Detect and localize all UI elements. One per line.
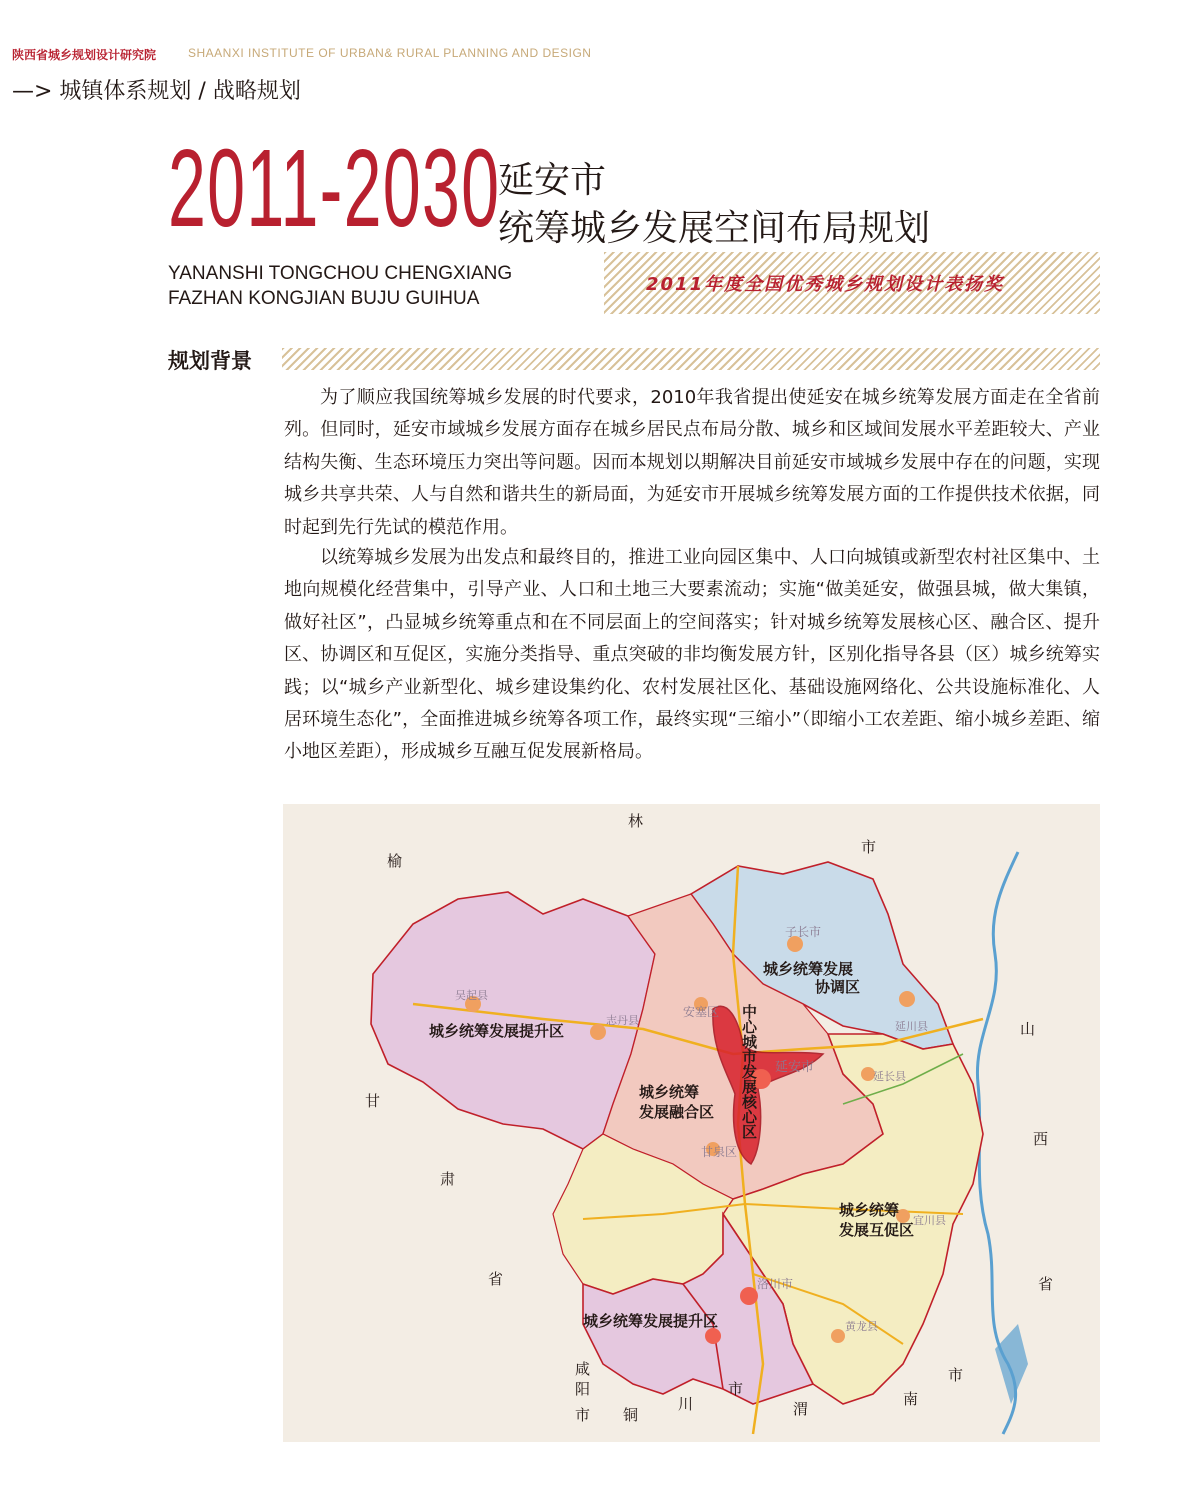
section-breadcrumb: —> 城镇体系规划 / 战略规划: [12, 79, 301, 104]
town-dot-zhidan: [590, 1024, 606, 1040]
town-label-yanchuan: 延川县: [895, 1020, 928, 1033]
region-tongchuan-2: 川: [678, 1395, 694, 1413]
heading-stripe: [282, 348, 1100, 370]
title-line-1: 延安市: [498, 160, 607, 201]
river-mouth: [995, 1324, 1028, 1404]
title-line-2: 统筹城乡发展空间布局规划: [498, 208, 931, 249]
town-dot-south: [705, 1328, 721, 1344]
town-label-yanchang: 延长县: [873, 1070, 906, 1083]
section-heading: 规划背景: [168, 349, 252, 373]
town-label-ganquan: 甘泉区: [701, 1145, 738, 1159]
region-shanxi-3: 省: [1038, 1275, 1054, 1293]
town-label-yanan: 延安市: [775, 1060, 815, 1075]
region-xianyang-3: 市: [575, 1406, 591, 1424]
region-gansu-2: 肃: [440, 1170, 456, 1188]
region-xianyang-2: 阳: [575, 1380, 591, 1398]
region-yulin-3: 市: [861, 838, 877, 856]
zone-label-core: 中心城市发展核心区: [740, 1004, 758, 1139]
pinyin-line-2: FAZHAN KONGJIAN BUJU GUIHUA: [168, 288, 480, 309]
zone-label-coordinate-1: 城乡统筹发展: [763, 960, 854, 978]
region-gansu-1: 甘: [365, 1092, 381, 1110]
institute-name-cn: 陕西省城乡规划设计研究院: [12, 48, 157, 62]
town-dot-huanglong: [831, 1329, 845, 1343]
region-shanxi-2: 西: [1033, 1130, 1049, 1148]
town-label-wuqi: 吴起县: [455, 989, 488, 1002]
paragraph-2: 以统筹城乡发展为出发点和最终目的，推进工业向园区集中、人口向城镇或新型农村社区集中、土地向规模化经营集中，引导产业、人口和土地三大要素流动；实施“做美延安，做强县城，做大集镇，做好社区”，凸显城乡统筹重点和在不同层面上的空间落实；针对城乡统筹发展核心区、融合区、提升区、协调区和互促区，实施分类指导、重点突破的非均衡发展方针，区别化指导各县（区）城乡统筹实践；以“城乡产业新型化、城乡建设集约化、农村发展社区化、基础设施网络化、公共设施标准化、人居环境生态化”，全面推进城乡统筹各项工作，最终实现“三缩小”（即缩小工农差距、缩小城乡差距、缩小地区差距），形成城乡互融互促发展新格局。: [284, 547, 1100, 763]
region-yulin-2: 林: [628, 812, 644, 830]
award-banner: [604, 252, 1100, 314]
region-yulin-1: 榆: [387, 852, 403, 870]
region-xianyang-1: 咸: [575, 1360, 591, 1378]
town-label-zhidan: 志丹县: [606, 1014, 639, 1027]
zone-label-mutual-2: 发展互促区: [839, 1221, 915, 1239]
region-shanxi-1: 山: [1020, 1020, 1036, 1038]
pinyin-line-1: YANANSHI TONGCHOU CHENGXIANG: [168, 263, 513, 284]
region-gansu-3: 省: [488, 1270, 504, 1288]
region-weinan-3: 市: [948, 1366, 964, 1384]
title-pinyin: [168, 261, 512, 311]
town-label-yichuan: 宜川县: [913, 1214, 946, 1227]
town-label-huanglong: 黄龙县: [845, 1320, 878, 1333]
zone-label-coordinate-2: 协调区: [815, 978, 861, 996]
zone-label-fusion-1: 城乡统筹: [639, 1083, 700, 1101]
zone-label-upgrade-south: 城乡统筹发展提升区: [583, 1312, 719, 1330]
zone-label-mutual-1: 城乡统筹: [839, 1201, 900, 1219]
map-svg: [283, 804, 1100, 1442]
paragraph-1: 为了顺应我国统筹城乡发展的时代要求，2010年我省提出使延安在城乡统筹发展方面走在全省前列。但同时，延安市域城乡发展方面存在城乡居民点布局分散、城乡和区域间发展水平差距较大、产业结构失衡、生态环境压力突出等问题。因而本规划以期解决目前延安市域城乡发展中存在的问题，实现城乡共享共荣、人与自然和谐共生的新局面，为延安市开展城乡统筹发展方面的工作提供技术依据，同时起到先行先试的模范作用。: [284, 387, 1100, 538]
region-weinan-1: 渭: [793, 1400, 809, 1418]
region-weinan-2: 南: [903, 1390, 919, 1408]
award-text: 2011年度全国优秀城乡规划设计表扬奖: [646, 274, 1005, 295]
title-years: 2011-2030: [168, 127, 501, 250]
town-label-zichang: 子长市: [785, 925, 822, 939]
town-label-ansai: 安塞区: [683, 1005, 720, 1019]
town-dot-luochuan: [740, 1287, 758, 1305]
zoning-map: [283, 804, 1100, 1442]
town-dot-yanchuan: [899, 991, 915, 1007]
town-label-luochuan: 洛川市: [757, 1277, 794, 1291]
zone-label-upgrade-north: 城乡统筹发展提升区: [429, 1022, 565, 1040]
institute-name-en: SHAANXI INSTITUTE OF URBAN& RURAL PLANNING AND DESIGN: [188, 46, 592, 60]
region-tongchuan-3: 市: [728, 1380, 744, 1398]
region-tongchuan-1: 铜: [623, 1406, 639, 1424]
zone-label-fusion-2: 发展融合区: [639, 1103, 715, 1121]
